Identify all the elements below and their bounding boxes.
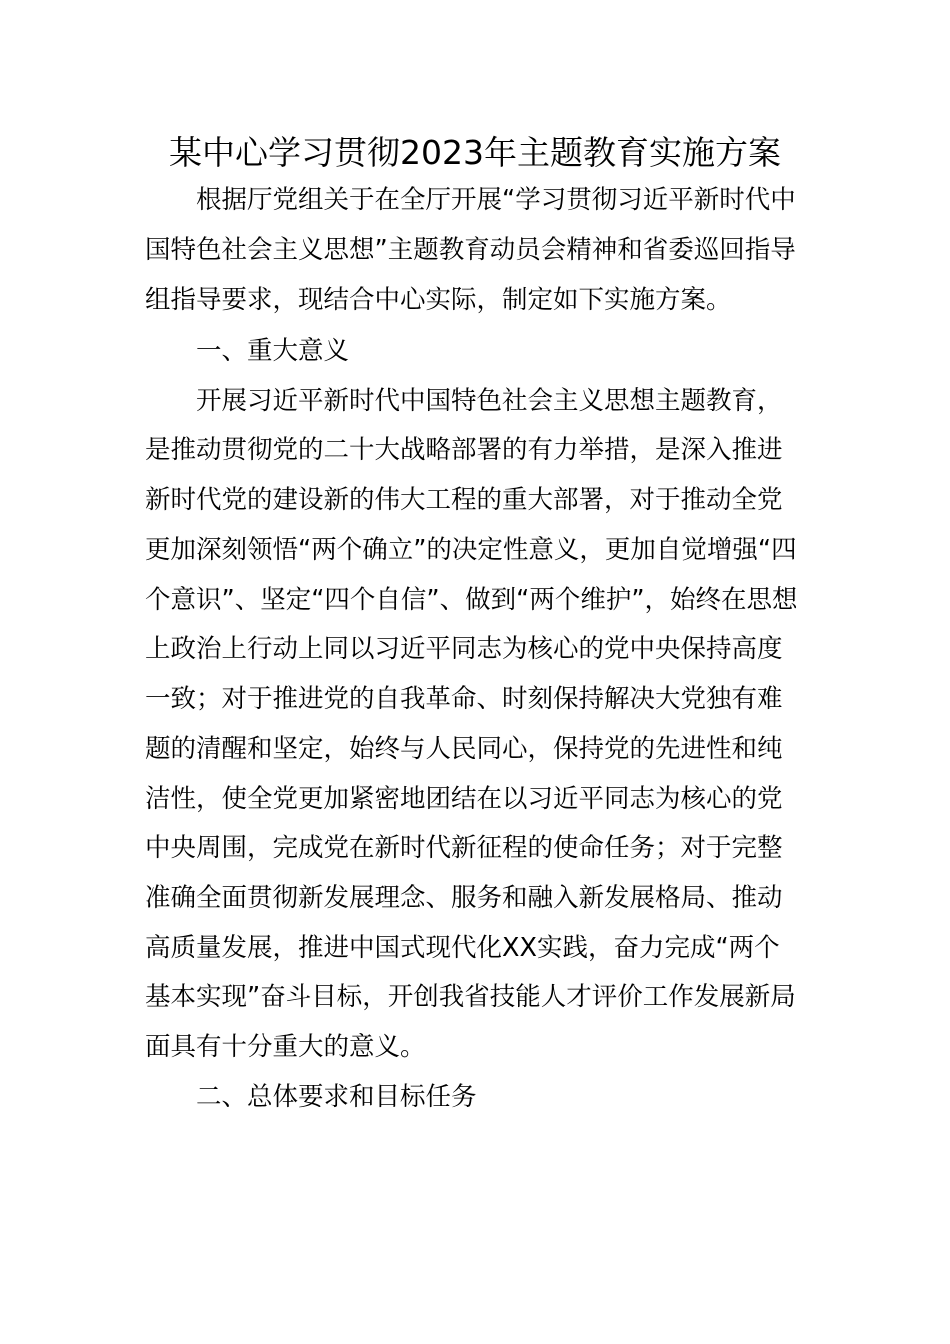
paragraph-line: 国特色社会主义思想”主题教育动员会精神和省委巡回指导 — [145, 235, 796, 265]
document-title: 某中心学习贯彻2023年主题教育实施方案 — [169, 133, 781, 172]
paragraph-line: 上政治上行动上同以习近平同志为核心的党中央保持高度 — [145, 634, 783, 664]
paragraph-line: 基本实现”奋斗目标，开创我省技能人才评价工作发展新局 — [145, 982, 796, 1012]
paragraph-line: 准确全面贯彻新发展理念、服务和融入新发展格局、推动 — [145, 883, 783, 913]
paragraph-line: 开展习近平新时代中国特色社会主义思想主题教育， — [196, 386, 783, 416]
paragraph-line: 是推动贯彻党的二十大战略部署的有力举措，是深入推进 — [145, 435, 783, 465]
paragraph-line: 中央周围，完成党在新时代新征程的使命任务；对于完整 — [145, 833, 783, 863]
paragraph-line: 组指导要求，现结合中心实际，制定如下实施方案。 — [145, 285, 732, 315]
paragraph-line: 个意识”、坚定“四个自信”、做到“两个维护”，始终在思想 — [145, 585, 798, 615]
paragraph-line: 面具有十分重大的意义。 — [145, 1032, 426, 1062]
paragraph-line: 根据厅党组关于在全厅开展“学习贯彻习近平新时代中 — [196, 185, 796, 215]
paragraph-line: 一致；对于推进党的自我革命、时刻保持解决大党独有难 — [145, 684, 783, 714]
paragraph-line: 洁性，使全党更加紧密地团结在以习近平同志为核心的党 — [145, 784, 783, 814]
section-heading: 二、总体要求和目标任务 — [196, 1082, 477, 1112]
paragraph-line: 高质量发展，推进中国式现代化XX实践，奋力完成“两个 — [145, 933, 780, 963]
paragraph-line: 新时代党的建设新的伟大工程的重大部署，对于推动全党 — [145, 485, 783, 515]
paragraph-line: 题的清醒和坚定，始终与人民同心，保持党的先进性和纯 — [145, 734, 783, 764]
section-heading: 一、重大意义 — [196, 336, 350, 366]
paragraph-line: 更加深刻领悟“两个确立”的决定性意义，更加自觉增强“四 — [145, 535, 797, 565]
